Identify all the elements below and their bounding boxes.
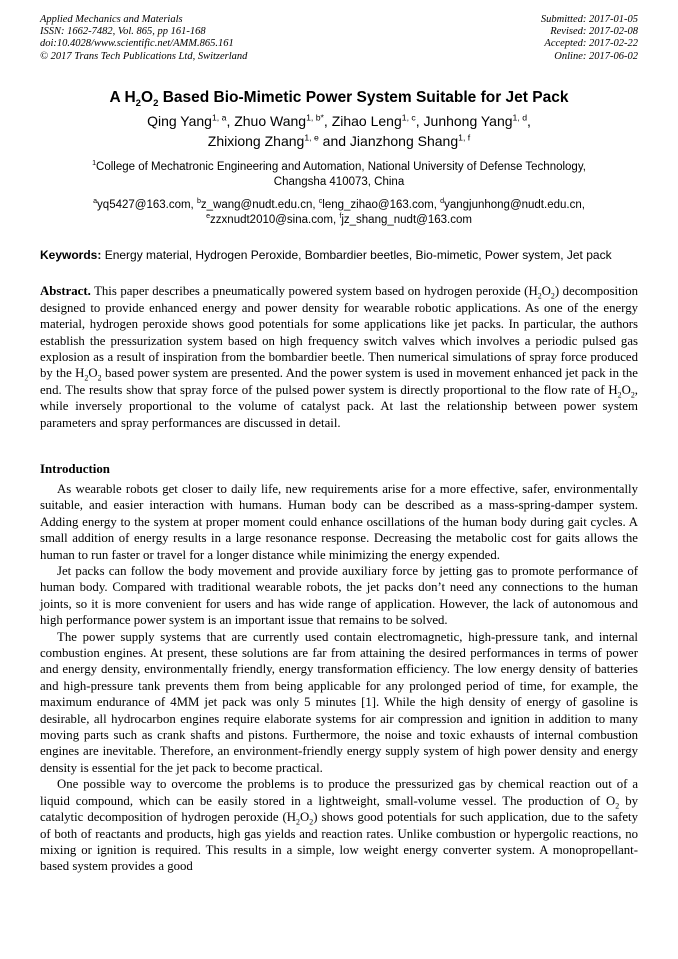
abstract-block [40, 283, 638, 431]
introduction-paragraph: The power supply systems that are currently used contain electromagnetic, high-pressure tank, and internal combustion engines. At present, these solutions are far from attaining the desired performances in terms of power and energy density, environmentally friendly, energy transformation efficiency. The low energy density of batteries and high-pressure tank prevents them from being applicable for any prolonged period of time, for example, the maximum endurance of 4MM jet pack was only 5 minutes [1]. While the high density of energy of gasoline is desirable, all hydrocarbon engines require elaborate systems for air compression and ignition in addition to many moving parts such as crank shafts and pistons. Furthermore, the noise and toxic exhausts of internal combustion engines are inevitable. Therefore, an environment-friendly energy supply system of high power density and energy density is essential for the jet pack to become practical. [40, 629, 638, 775]
revised-date: Revised: 2017-02-08 [550, 26, 638, 38]
abstract-text: This paper describes a pneumatically powered system based on hydrogen peroxide $(H_2O_2)$ decomposition designed to provide enhanced energy and power density for wearable robotic applications. As one of the energy material, hydrogen peroxide shows good potentials for some applications like jet packs. In particular, the authors establish the pressurization system based on high frequency switch valves which involves a periodic pulsed gas explosion as a result of inspiration from the bombardier beetle. Then numerical simulations of spray force produced by the $H_2O_2$ based power system are presented. And the power system is used in movement enhanced jet pack in the end. The results show that spray force of the pulsed power system is directly proportional to the flow rate of $H_2O_2$, while inversely proportional to the volume of catalyst pack. At last the relationship between power system parameters and spray performances are discussed in detail. [40, 284, 639, 430]
journal-copyright: © 2017 Trans Tech Publications Ltd, Switzerland [40, 50, 248, 62]
abstract-label: Abstract. [40, 284, 91, 299]
journal-issn-volume: ISSN: 1662-7482, Vol. 865, pp 161-168 [40, 26, 206, 38]
introduction-paragraph: As wearable robots get closer to daily life, new requirements arise for a more effective, safer, environmentally suitable, and easier interaction with humans. Human body can be described as a mass-spring-damper system. Adding energy to the system at proper moment could enhance oscillations of the human body during gait cycles. A small addition of energy results in a large resonance response. Decreasing the metabolic cost for gaits allows the human to run faster or travel for a longer distance while minimizing the energy expended. [40, 481, 638, 562]
author-list [40, 111, 638, 151]
keywords-label: Keywords: [40, 247, 102, 262]
online-date: Online: 2017-06-02 [554, 50, 638, 62]
introduction-paragraph: Jet packs can follow the body movement and provide auxiliary force by jetting gas to promote performance of human body. Compared with traditional wearable robots, the jet packs don’t need any connections to the human joints, so it is more convenient for users and has wide range of application. However, the lack of autonomous and high performance power system is an important issue that remains to be solved. [40, 564, 638, 628]
author-line: Qing Yang$^{1, a}$, Zhuo Wang$^{1, b*}$, Zihao Leng$^{1, c}$, Junhong Yang$^{1, d}$, [147, 112, 531, 129]
author-line: Zhixiong Zhang$^{1, e}$ and Jianzhong Shang$^{1, f}$ [207, 132, 471, 149]
journal-header [40, 14, 638, 63]
email-line: $^e$zzxnudt2010@sina.com, $^f$jz_shang_nudt@163.com [206, 211, 472, 226]
journal-title: Applied Mechanics and Materials [40, 14, 183, 25]
author-emails [40, 198, 638, 228]
affiliation-line: Changsha 410073, China [273, 175, 405, 188]
introduction-body [40, 481, 638, 875]
keywords-text: Energy material, Hydrogen Peroxide, Bombardier beetles, Bio-mimetic, Power system, Jet pack [101, 247, 612, 262]
affiliation-line: $^1$College of Mechatronic Engineering and Automation, National University of Defense Technology, [92, 158, 586, 173]
journal-doi: doi:10.4028/www.scientific.net/AMM.865.161 [40, 38, 234, 50]
introduction-heading: Introduction [40, 461, 110, 476]
affiliation [40, 160, 638, 190]
journal-info [40, 14, 247, 63]
submitted-date: Submitted: 2017-01-05 [540, 14, 638, 25]
paper-title: A $H_2O_2$ Based Bio-Mimetic Power System Suitable for Jet Pack [109, 88, 569, 109]
accepted-date: Accepted: 2017-02-22 [544, 38, 638, 50]
keywords-block [40, 248, 638, 264]
introduction-paragraph: One possible way to overcome the problems is to produce the pressurized gas by chemical reaction out of a liquid compound, which can be easily stored in a lightweight, small-volume vessel. The production of $O_2$ by catalytic decomposition of hydrogen peroxide $(H_2O_2)$ shows good potentials for such application, due to the safety of both of reactants and products, high gas yields and reaction rates. Unlike combustion or hypergolic reactions, no mixing or ignition is required. This results in a simple, low weight energy converter system. A monopropellant-based system provides a good [40, 777, 639, 874]
email-line: $^a$yq5427@163.com, $^b$z_wang@nudt.edu.cn, $^c$leng_zihao@163.com, $^d$yangjunhong@nudt.edu.cn, [93, 196, 585, 211]
submission-dates [541, 14, 638, 63]
